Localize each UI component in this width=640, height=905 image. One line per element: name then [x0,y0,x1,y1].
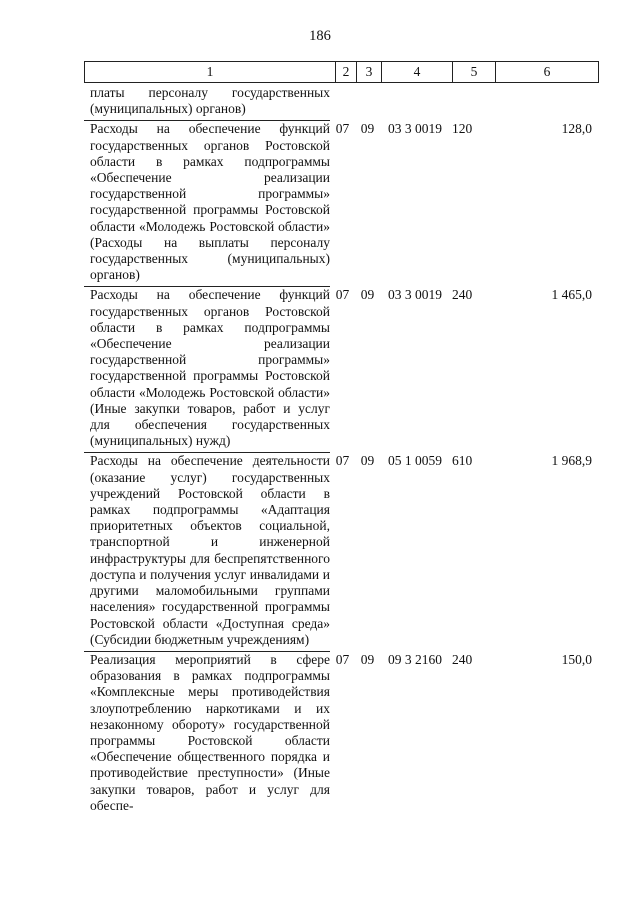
row-expense-type: 240 [452,651,473,667]
table-row [84,652,598,814]
row-expense-type: 120 [452,121,473,137]
row-section: 07 [335,287,350,303]
column-header-6: 6 [496,62,599,83]
column-header-row [84,61,599,83]
row-expense-type: 240 [452,287,473,303]
row-section: 07 [335,121,350,137]
row-target-article: 03 3 0019 [388,121,442,137]
row-target-article: 03 3 0019 [388,287,442,303]
row-section: 07 [335,453,350,469]
row-subsection: 09 [360,453,375,469]
page-number: 186 [309,28,331,44]
column-header-3: 3 [357,62,382,83]
row-section [330,85,355,117]
row-description: Расходы на обеспечение деятельности (оказание услуг) государственных учреждений Ростовской области в рамках подпрограммы «Адаптация приоритетных объектов социальной, транспортной и инженерной инфраструктуры для беспрепятственного доступа и получения услуг инвалидами и другими маломобильными группами населения» государственной программы Ростовской области «Доступная среда» (Субсидии бюджетным учреждениям) [90,453,330,647]
column-header-4: 4 [382,62,453,83]
row-target-article: 09 3 2160 [388,651,442,667]
row-subsection: 09 [360,651,375,667]
row-subsection [355,85,380,117]
row-expense-type: 610 [452,453,473,469]
row-amount [490,85,598,117]
row-target-article: 05 1 0059 [388,453,442,469]
table-row [84,121,598,283]
column-header-2: 2 [336,62,357,83]
row-description: платы персоналу государственных (муниципальных) органов) [90,85,330,117]
table-row [84,287,598,449]
table-row [84,453,598,647]
row-amount: 150,0 [561,651,592,667]
row-description: Расходы на обеспечение функций государственных органов Ростовской области в рамках подпрограммы «Обеспечение реализации государственной программы» государственной программы Ростовской области «Молодежь Ростовской области» (Иные закупки товаров, работ и услуг для обеспечения государственных (муниципальных) нужд) [90,287,330,449]
column-header-5: 5 [453,62,496,83]
row-description: Реализация мероприятий в сфере образования в рамках подпрограммы «Комплексные меры противодействия злоупотреблению наркотиками и их незаконному обороту» государственной программы Ростовской области «Обеспечение общественного порядка и противодействие преступности» (Иные закупки товаров, работ и услуг для обеспе- [90,651,330,813]
row-subsection: 09 [360,287,375,303]
budget-table-body [84,85,598,814]
column-header-1: 1 [85,62,336,83]
row-amount: 1 465,0 [551,287,592,303]
row-target-article [380,85,450,117]
row-amount: 128,0 [561,121,592,137]
table-row [84,85,598,117]
row-subsection: 09 [360,121,375,137]
row-description: Расходы на обеспечение функций государственных органов Ростовской области в рамках подпрограммы «Обеспечение реализации государственной программы» государственной программы Ростовской области «Молодежь Ростовской области» (Расходы на выплаты персоналу государственных (муниципальных) органов) [90,121,330,283]
row-section: 07 [335,651,350,667]
row-expense-type [450,85,490,117]
row-amount: 1 968,9 [551,453,592,469]
